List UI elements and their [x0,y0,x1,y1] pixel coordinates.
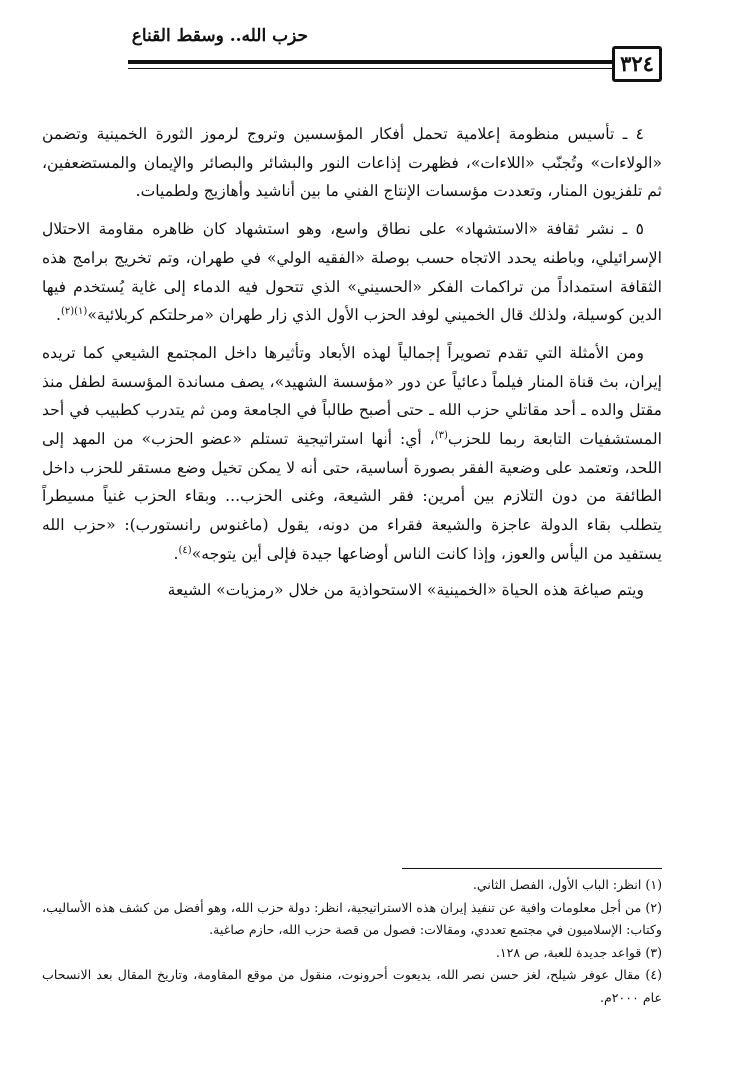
paragraph-point-4: ٤ ـ تأسيس منظومة إعلامية تحمل أفكار المؤسسين وتروج لرموز الثورة الخمينية وتضمن «الولاءات» وتُجنّب «اللاءات»، فظهرت إذاعات النور والبشائر والبصائر والإيمان والمستضعفين، ثم تلفزيون المنار، وتعددت مؤسسات الإنتاج الفني ما بين أناشيد وأهازيج ولطميات. [42,125,662,201]
paragraph-continues: ويتم صياغة هذه الحياة «الخمينية» الاستحواذية من خلال «رمزيات» الشيعة [167,580,644,599]
footnote-ref-4: (٤) [178,544,192,556]
paragraph-examples [42,339,662,569]
paragraph-end: . [173,544,179,563]
body-text [42,120,662,604]
footnotes [42,874,662,1009]
paragraph-point-5 [42,215,662,330]
footnote-1: (١) انظر: الباب الأول، الفصل الثاني. [472,877,662,892]
header-rule-thin [128,68,620,69]
footnote-3: (٣) قواعد جديدة للعبة، ص ١٢٨. [495,944,662,960]
page-number: ٣٢٤ [612,46,662,82]
paragraph-point-5-text: ٥ ـ نشر ثقافة «الاستشهاد» على نطاق واسع، وهو استشهاد كان ظاهره مقاومة الاحتلال الإسرائيلي، وباطنه يحدد الاتجاه حسب بوصلة «الفقيه الولي» في طهران، وتم تخريج برامج هذه الثقافة استمداداً من تراكمات الفكر «الحسيني» الذي تتحول فيه الدماء إلى غاية يُستخدم فيها الدين كوسيلة، ولذلك قال الخميني لوفد الحزب الأول الذي زار طهران «مرحلتكم كربلائية» [42,220,662,325]
paragraph-end: . [55,306,61,325]
footnote-4: (٤) مقال عوفر شيلح، لغز حسن نصر الله، يديعوت أحرونوت، منقول من موقع المقاومة، وتاريخ المقال بعد الانسحاب عام ٢٠٠٠م. [42,967,662,1005]
footnote-ref-3: (٣) [434,429,448,441]
footnote-separator [402,868,662,869]
paragraph-examples-text-b: ، أي: أنها استراتيجية تستلم «عضو الحزب» من المهد إلى اللحد، وتعتمد على وضعية الفقر بصورة أساسية، حتى أنه لا يمكن تخيل وضع مستقر للحزب داخل الطائفة من دون التلازم بين أمرين: فقر الشيعة، وغنى الحزب... وبقاء الحزب غنياً مسيطراً يتطلب بقاء الدولة عاجزة والشيعة فقراء من دونه، يقول (ماغنوس رانستورب): «حزب الله يستفيد من اليأس والعوز، وإذا كانت الناس أوضاعها جيدة فإلى أين يتوجه» [42,430,662,563]
footnote-ref-1-2: (١)(٢) [60,306,88,318]
header-rule [128,60,620,64]
paragraph-examples-text-a: ومن الأمثلة التي تقدم تصويراً إجمالياً لهذه الأبعاد وتأثيرها داخل المجتمع الشيعي كما تريده إيران، بث قناة المنار فيلماً دعائياً عن دور «مؤسسة الشهيد»، يصف مساندة المؤسسة لطفل منذ مقتل والده ـ أحد مقاتلي حزب الله ـ حتى أصبح طالباً في الجامعة ومن ثم يتدرب كطبيب في أحد المستشفيات التابعة ربما للحزب [42,343,662,449]
footnote-2: (٢) من أجل معلومات وافية عن تنفيذ إيران هذه الاستراتيجية، انظر: دولة حزب الله، وهو أفضل من كشف هذه الأساليب، وكتاب: الإسلاميون في مجتمع تعددي، ومقالات: فصول من قصة حزب الله، حازم صاغية. [42,899,662,937]
running-title: حزب الله.. وسقط القناع [131,26,308,46]
